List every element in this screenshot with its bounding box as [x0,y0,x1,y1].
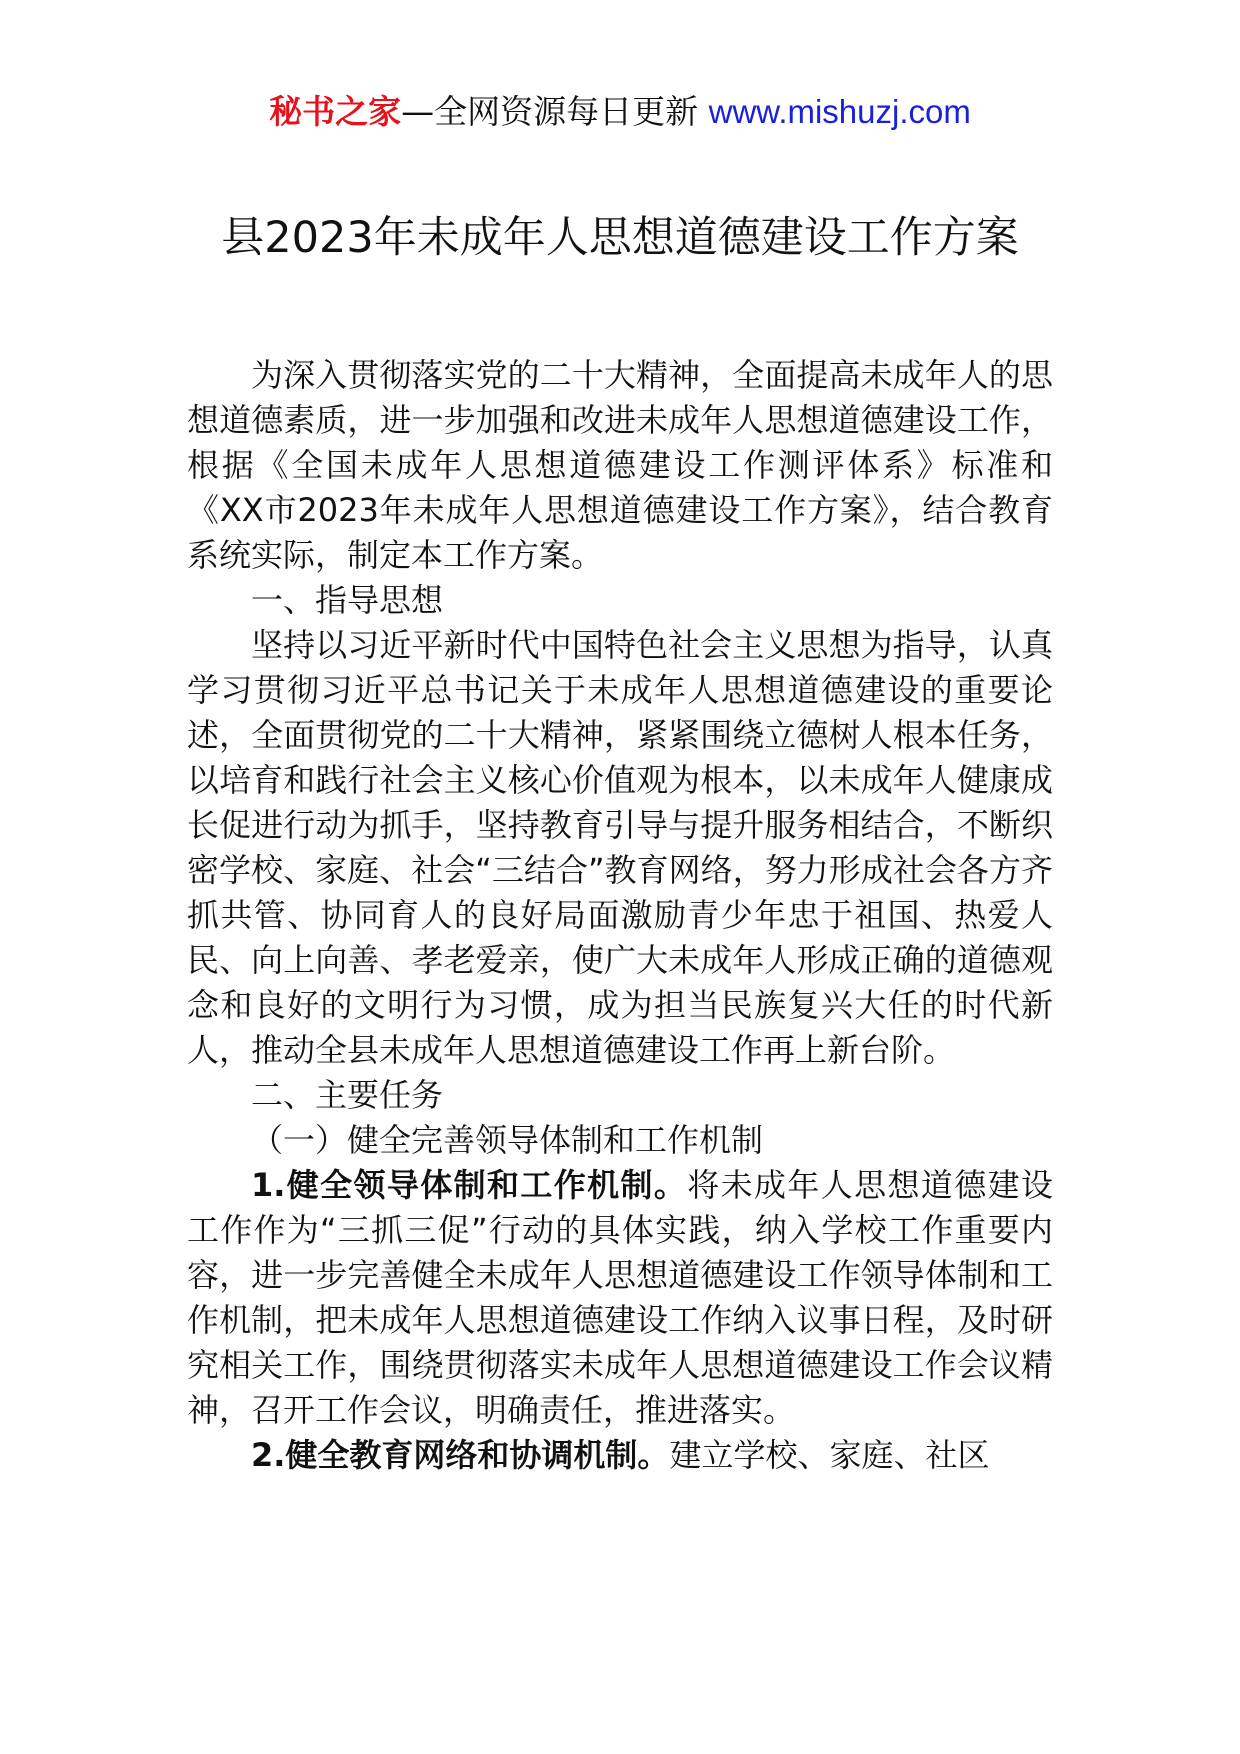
task-item-2 [187,1433,1053,1478]
document-body [187,353,1053,1478]
site-header [0,92,1240,132]
task-item-1 [187,1163,1053,1433]
brand-name: 秘书之家 [269,92,402,131]
intro-paragraph: 为深入贯彻落实党的二十大精神，全面提高未成年人的思想道德素质，进一步加强和改进未成年人思想道德建设工作，根据《全国未成年人思想道德建设工作测评体系》标准和《XX市2023年未成年人思想道德建设工作方案》，结合教育系统实际，制定本工作方案。 [187,356,1053,574]
guiding-ideology-paragraph: 坚持以习近平新时代中国特色社会主义思想为指导，认真学习贯彻习近平总书记关于未成年人思想道德建设的重要论述，全面贯彻党的二十大精神，紧紧围绕立德树人根本任务，以培育和践行社会主义核心价值观为根本，以未成年人健康成长促进行动为抓手，坚持教育引导与提升服务相结合，不断织密学校、家庭、社会“三结合”教育网络，努力形成社会各方齐抓共管、协同育人的良好局面激励青少年忠于祖国、热爱人民、向上向善、孝老爱亲，使广大未成年人形成正确的道德观念和良好的文明行为习惯，成为担当民族复兴大任的时代新人，推动全县未成年人思想道德建设工作再上新台阶。 [187,626,1053,1069]
document-title: 县2023年未成年人思想道德建设工作方案 [221,213,1019,263]
site-url[interactable]: www.mishuzj.com [708,93,971,130]
subsection-heading: （一）健全完善领导体制和工作机制 [251,1121,764,1159]
task-item-title: 2.健全教育网络和协调机制。 [251,1436,670,1474]
section-heading: 二、主要任务 [251,1076,444,1114]
task-item-text: 建立学校、家庭、社区 [669,1436,990,1474]
task-item-title: 1.健全领导体制和工作机制。 [251,1166,688,1204]
header-tagline: —全网资源每日更新 [401,92,699,131]
task-item-text: 将未成年人思想道德建设工作作为“三抓三促”行动的具体实践，纳入学校工作重要内容，进一步完善健全未成年人思想道德建设工作领导体制和工作机制，把未成年人思想道德建设工作纳入议事日程，及时研究相关工作，围绕贯彻落实未成年人思想道德建设工作会议精神，召开工作会议，明确责任，推进落实。 [187,1166,1053,1429]
section-heading: 一、指导思想 [251,581,444,619]
